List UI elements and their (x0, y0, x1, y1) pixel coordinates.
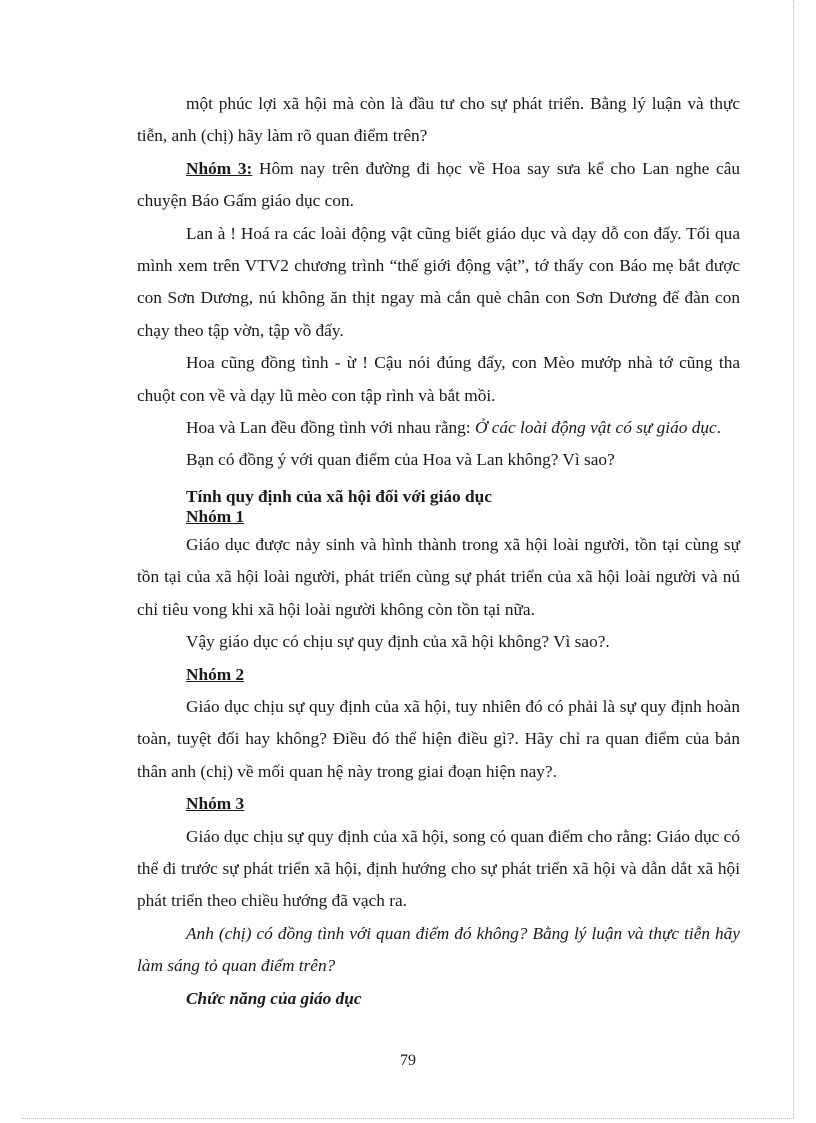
page-border-bottom (22, 1118, 794, 1119)
paragraph-agreement (137, 412, 740, 444)
agreement-text: Hoa và Lan đều đồng tình với nhau rằng: (186, 418, 475, 438)
group1-heading: Nhóm 1 (186, 506, 245, 526)
paragraph-group3-story (137, 153, 740, 218)
page-content (137, 88, 740, 1015)
group3-heading: Nhóm 3 (186, 794, 245, 814)
section-heading-education-functions: Chức năng của giáo dục (186, 988, 362, 1008)
paragraph-group1-text: Giáo dục được nảy sinh và hình thành trong xã hội loài người, tồn tại cùng sự tồn tại của xã hội loài người, phát triển cùng sự phát triển của xã hội loài người và nú chỉ tiêu vong khi xã hội loài người không còn tồn tại nữa. (137, 534, 740, 619)
paragraph-group3-question: Anh (chị) có đồng tình với quan điểm đó không? Bằng lý luận và thực tiễn hãy làm sáng tỏ quan điểm trên? (137, 923, 740, 976)
group2-heading: Nhóm 2 (186, 664, 245, 684)
paragraph-question: Bạn có đồng ý với quan điểm của Hoa và Lan không? Vì sao? (186, 450, 615, 470)
paragraph-intro: một phúc lợi xã hội mà còn là đầu tư cho sự phát triển. Bằng lý luận và thực tiễn, anh (chị) hãy làm rõ quan điểm trên? (137, 94, 740, 146)
paragraph-group2-text: Giáo dục chịu sự quy định của xã hội, tuy nhiên đó có phải là sự quy định hoàn toàn, tuyệt đối hay không? Điều đó thể hiện điều gì?. Hãy chỉ ra quan điểm của bản thân anh (chị) về mối quan hệ này trong giai đoạn hiện nay?. (137, 696, 740, 781)
page-number: 79 (400, 1052, 416, 1069)
agreement-quote: Ở các loài động vật có sự giáo dục (474, 418, 717, 438)
group3-label: Nhóm 3: (186, 158, 253, 178)
page-border-right (793, 0, 794, 1118)
paragraph-lan-dialogue: Lan à ! Hoá ra các loài động vật cũng biết giáo dục và dạy dỗ con đấy. Tối qua mình xem trên VTV2 chương trình “thế giới động vật”, tớ thấy con Báo mẹ bắt được con Sơn Dương, nú không ăn thịt ngay mà cắn què chân con Sơn Dương để đàn con chạy theo tập vờn, tập vồ đấy. (137, 223, 740, 340)
paragraph-group3-text: Giáo dục chịu sự quy định của xã hội, song có quan điểm cho rằng: Giáo dục có thể đi trước sự phát triển xã hội, định hướng cho sự phát triển xã hội và dẫn dắt xã hội phát triển theo chiều hướng đã vạch ra. (137, 826, 740, 911)
paragraph-group1-question: Vậy giáo dục có chịu sự quy định của xã hội không? Vì sao?. (186, 632, 610, 652)
group3-story-text: Hôm nay trên đường đi học về Hoa say sưa kể cho Lan nghe câu chuyện Báo Gấm giáo dục con. (137, 158, 741, 211)
paragraph-hoa-dialogue: Hoa cũng đồng tình - ừ ! Cậu nói đúng đấy, con Mèo mướp nhà tớ cũng tha chuột con về và dạy lũ mèo con tập rình và bắt mồi. (137, 353, 740, 405)
agreement-end: . (716, 418, 721, 438)
section-heading-social-regulation: Tính quy định của xã hội đối với giáo dục (186, 486, 492, 506)
